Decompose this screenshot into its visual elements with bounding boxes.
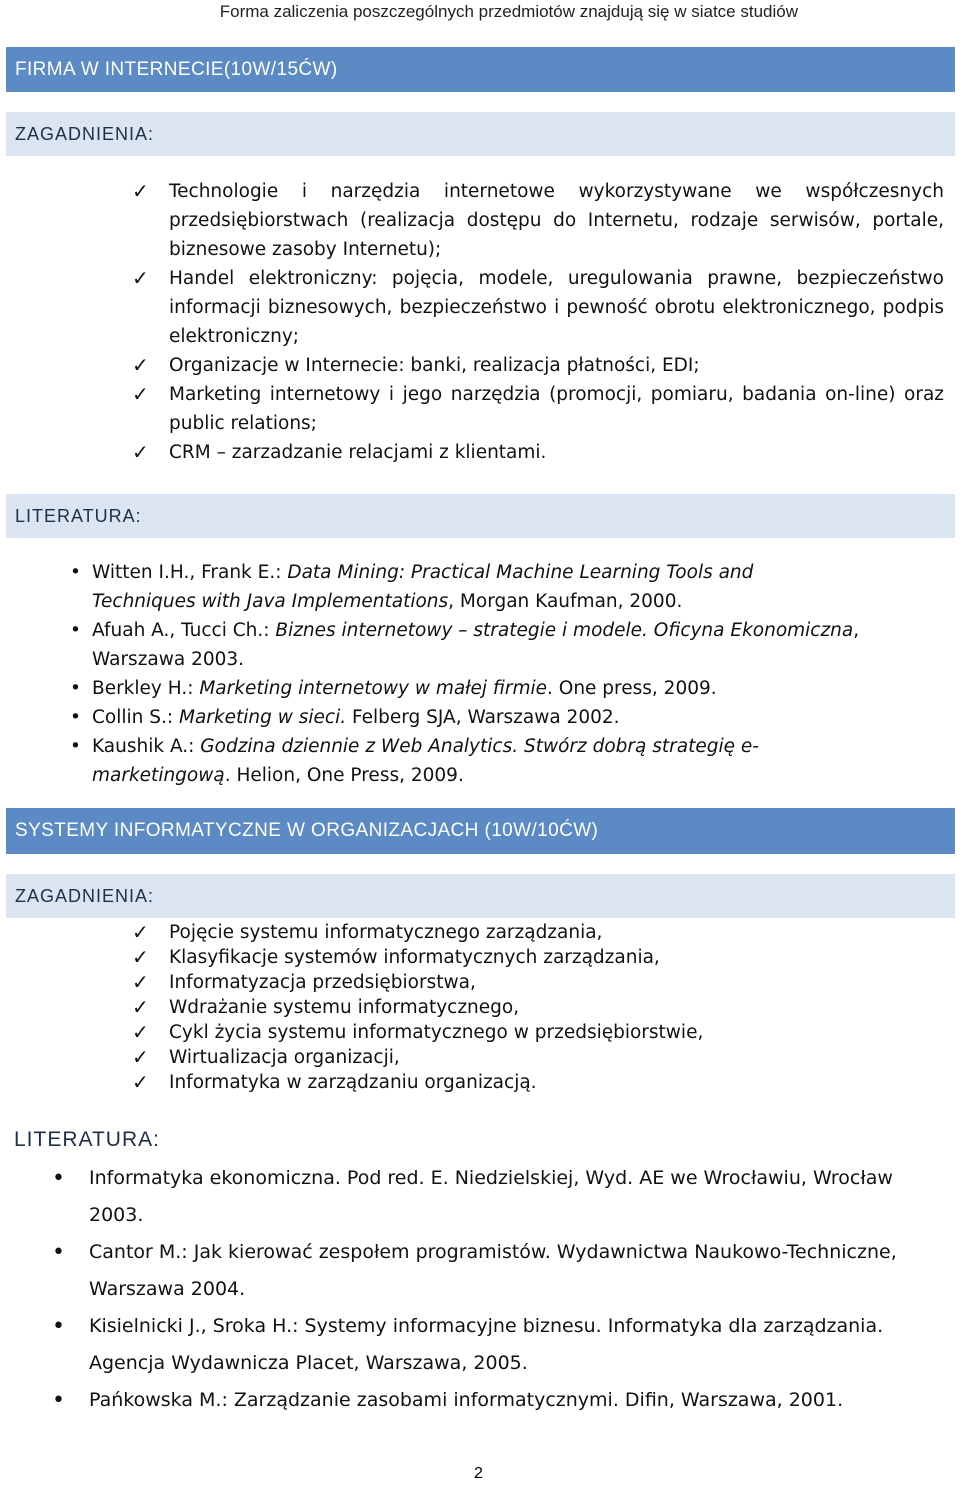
check-mark-icon: ✓ — [132, 995, 149, 1019]
bullet-icon: • — [70, 736, 81, 757]
literature-list — [52, 1160, 912, 1419]
literature-item: • Witten I.H., Frank E.: Data Mining: Practical Machine Learning Tools and Techniques with Java Implementations, Morgan Kaufman, 2000. — [70, 558, 860, 616]
topic-item: ✓ Marketing internetowy i jego narzędzia (promocji, pomiaru, badania on-line) oraz public relations; — [132, 382, 944, 434]
topic-item: ✓ Handel elektroniczny: pojęcia, modele, uregulowania prawne, bezpieczeństwo informacji biznesowych, bezpieczeństwo i pewność obrotu elektronicznego, podpis elektroniczny; — [132, 266, 944, 347]
topics-heading: ZAGADNIENIA: — [6, 874, 955, 918]
topics-list — [132, 177, 944, 467]
literature-item: • Afuah A., Tucci Ch.: Biznes internetowy – strategie i modele. Oficyna Ekonomiczna, Warszawa 2003. — [70, 616, 860, 674]
check-mark-icon: ✓ — [132, 382, 149, 406]
section-title: SYSTEMY INFORMATYCZNE W ORGANIZACJACH (10W/10ĆW) — [6, 808, 955, 854]
check-mark-icon: ✓ — [132, 945, 149, 969]
bullet-icon: • — [70, 678, 81, 699]
topic-item: ✓ CRM – zarzadzanie relacjami z klientami. — [132, 438, 944, 467]
check-mark-icon: ✓ — [132, 1045, 149, 1069]
check-mark-icon: ✓ — [132, 440, 149, 464]
literature-item: • Pańkowska M.: Zarządzanie zasobami informatycznymi. Difin, Warszawa, 2001. — [52, 1382, 912, 1419]
literature-item: • Cantor M.: Jak kierować zespołem programistów. Wydawnictwa Naukowo-Techniczne, Warszawa 2004. — [52, 1234, 912, 1308]
bullet-icon: • — [70, 562, 81, 583]
literature-item: • Collin S.: Marketing w sieci. Felberg SJA, Warszawa 2002. — [70, 703, 860, 732]
topic-item: ✓ Klasyfikacje systemów informatycznych zarządzania, — [132, 945, 660, 969]
topics-list — [132, 920, 944, 1095]
bullet-icon: • — [52, 1240, 65, 1265]
check-mark-icon: ✓ — [132, 179, 149, 203]
literature-item: • Informatyka ekonomiczna. Pod red. E. Niedzielskiej, Wyd. AE we Wrocławiu, Wrocław 2003. — [52, 1160, 912, 1234]
check-mark-icon: ✓ — [132, 1070, 149, 1094]
topic-item: ✓ Pojęcie systemu informatycznego zarządzania, — [132, 920, 603, 944]
bullet-icon: • — [52, 1388, 65, 1413]
literature-list — [70, 558, 860, 790]
topics-heading: ZAGADNIENIA: — [6, 112, 955, 156]
literature-item: • Berkley H.: Marketing internetowy w małej firmie. One press, 2009. — [70, 674, 860, 703]
topic-item: ✓ Cykl życia systemu informatycznego w przedsiębiorstwie, — [132, 1020, 704, 1044]
literature-item: • Kaushik A.: Godzina dziennie z Web Analytics. Stwórz dobrą strategię e-marketingową. Helion, One Press, 2009. — [70, 732, 860, 790]
bullet-icon: • — [52, 1314, 65, 1339]
literature-item: • Kisielnicki J., Sroka H.: Systemy informacyjne biznesu. Informatyka dla zarządzania. Agencja Wydawnicza Placet, Warszawa, 2005. — [52, 1308, 912, 1382]
topic-item: ✓ Informatyka w zarządzaniu organizacją. — [132, 1070, 537, 1094]
check-mark-icon: ✓ — [132, 1020, 149, 1044]
literature-heading: LITERATURA: — [6, 494, 955, 538]
check-mark-icon: ✓ — [132, 920, 149, 944]
page-number: 2 — [474, 1465, 483, 1482]
check-mark-icon: ✓ — [132, 970, 149, 994]
bullet-icon: • — [70, 707, 81, 728]
topic-item: ✓ Organizacje w Internecie: banki, realizacja płatności, EDI; — [132, 351, 944, 380]
running-header: Forma zaliczenia poszczególnych przedmiotów znajdują się w siatce studiów — [219, 2, 798, 21]
topic-item: ✓ Wdrażanie systemu informatycznego, — [132, 995, 520, 1019]
check-mark-icon: ✓ — [132, 353, 149, 377]
topic-item: ✓ Wirtualizacja organizacji, — [132, 1045, 400, 1069]
bullet-icon: • — [70, 620, 81, 641]
topic-item: ✓ Technologie i narzędzia internetowe wykorzystywane we współczesnych przedsiębiorstwach (realizacja dostępu do Internetu, rodzaje serwisów, portale, biznesowe zasoby Internetu); — [132, 179, 944, 260]
literature-heading: LITERATURA: — [14, 1128, 160, 1151]
bullet-icon: • — [52, 1166, 65, 1191]
check-mark-icon: ✓ — [132, 266, 149, 290]
topic-item: ✓ Informatyzacja przedsiębiorstwa, — [132, 970, 476, 994]
section-title: FIRMA W INTERNECIE(10W/15ĆW) — [6, 47, 955, 92]
